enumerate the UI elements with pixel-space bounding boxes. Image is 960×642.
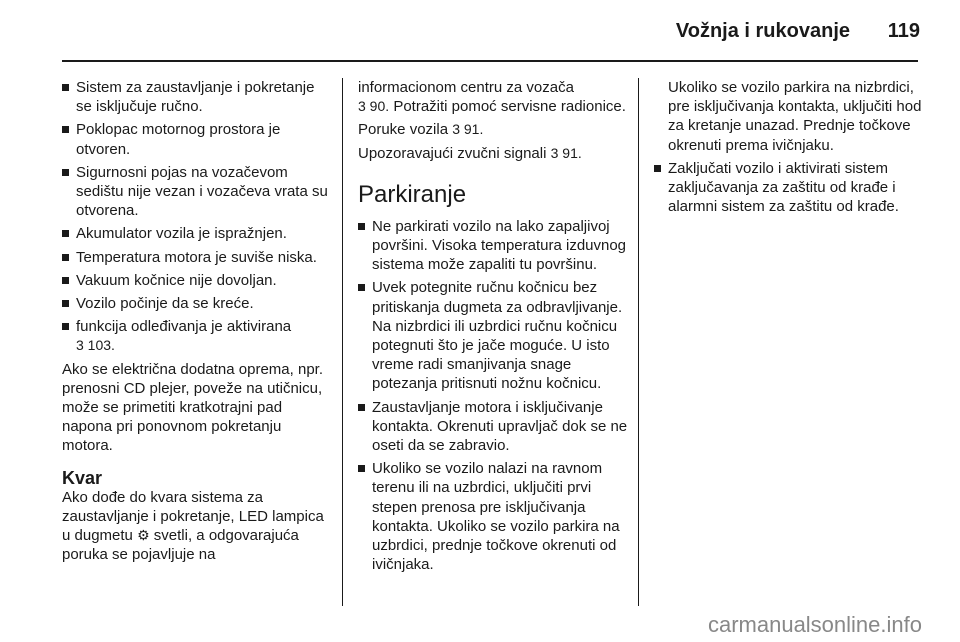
list-item: Zaključati vozilo i aktivirati sistem zaključavanja za zaštitu od krađe i alarmni sistem za zaštitu od krađe. bbox=[654, 159, 926, 217]
kvar-text-a: Ako dođe do kvara sistema za zaustavljanje i pokretanje, LED lampica u dugmetu bbox=[62, 488, 324, 545]
list-item: Poklopac motornog prostora je otvoren. bbox=[62, 120, 334, 158]
list-item: Akumulator vozila je ispražnjen. bbox=[62, 224, 334, 243]
list-item: Zaustavljanje motora i isključivanje kontakta. Okrenuti upravljač dok se ne oseti da se zabravio. bbox=[358, 398, 630, 456]
heading-parkiranje: Parkiranje bbox=[358, 180, 467, 208]
intro-text-a: informacionom centru za vozača bbox=[358, 79, 574, 96]
warning-chimes-text: Upozoravajući zvučni signali bbox=[358, 144, 547, 162]
column-divider-1 bbox=[342, 78, 343, 606]
list-item: Sigurnosni pojas na vozačevom sedištu nije vezan i vozačeva vrata su otvorena. bbox=[62, 163, 334, 221]
list-item: Ne parkirati vozilo na lako zapaljivoj površini. Visoka temperatura izduvnog sistema može zapaliti tu površinu. bbox=[358, 217, 630, 275]
page-header bbox=[0, 0, 960, 60]
page-reference[interactable]: 3 90. bbox=[358, 98, 390, 115]
kvar-text-b: svetli, a odgovarajuća poruka se pojavljuje na bbox=[62, 527, 299, 564]
paragraph-voltage: Ako se električna dodatna oprema, npr. prenosni CD plejer, poveže na utičnicu, može se primetiti kratkotrajni pad napona pri ponovnom pokretanju motora. bbox=[62, 360, 323, 455]
list-item: Vakuum kočnice nije dovoljan. bbox=[62, 271, 334, 290]
conditions-list bbox=[62, 78, 334, 356]
column-divider-2 bbox=[638, 78, 639, 606]
autostop-lamp-icon: ⚙ bbox=[137, 527, 150, 544]
page-number: 119 bbox=[887, 20, 920, 42]
watermark: carmanualsonline.info bbox=[707, 612, 922, 637]
list-item: Uvek potegnite ručnu kočnicu bez pritiskanja dugmeta za odbravljivanje. Na nizbrdici ili uzbrdici ručnu kočnicu potegnuti što je jače moguće. U isto vreme radi smanjivanja snage potezanja pritisnuti nožnu kočnicu. bbox=[358, 278, 630, 393]
line-vehicle-messages bbox=[358, 120, 630, 139]
page-reference[interactable]: 3 91. bbox=[550, 144, 582, 161]
column-2 bbox=[358, 78, 630, 578]
list-item-text: funkcija odleđivanja je aktivirana bbox=[76, 318, 292, 336]
column-1 bbox=[62, 78, 334, 568]
intro-text-b: Potražiti pomoć servisne radionice. bbox=[393, 98, 626, 116]
vehicle-messages-text: Poruke vozila bbox=[358, 121, 449, 139]
paragraph-continued bbox=[358, 78, 630, 116]
page-reference[interactable]: 3 91. bbox=[452, 121, 484, 138]
list-item: Vozilo počinje da se kreće. bbox=[62, 294, 334, 313]
column-3 bbox=[654, 78, 926, 220]
header-rule bbox=[62, 60, 918, 62]
heading-kvar: Kvar bbox=[62, 467, 103, 488]
list-item: Sistem za zaustavljanje i pokretanje se isključuje ručno. bbox=[62, 78, 334, 116]
locking-list bbox=[654, 159, 926, 217]
paragraph-downhill: Ukoliko se vozilo parkira na nizbrdici, pre isključivanja kontakta, uključiti hod za kretanje unazad. Prednje točkove okrenuti prema ivičnjaku. bbox=[668, 79, 922, 154]
section-title: Vožnja i rukovanje bbox=[675, 20, 850, 42]
paragraph-kvar bbox=[62, 488, 334, 565]
line-warning-chimes bbox=[358, 144, 630, 163]
page-reference[interactable]: 3 103. bbox=[76, 337, 115, 354]
list-item: Temperatura motora je suviše niska. bbox=[62, 248, 334, 267]
list-item: Ukoliko se vozilo nalazi na ravnom terenu ili na uzbrdici, uključiti prvi stepen prenosa pre isključivanja kontakta. Ukoliko se vozilo parkira na uzbrdici, prednje točkove okrenuti od ivičnjaka. bbox=[358, 459, 630, 574]
list-item-defrost bbox=[62, 317, 334, 355]
parking-list bbox=[358, 217, 630, 575]
